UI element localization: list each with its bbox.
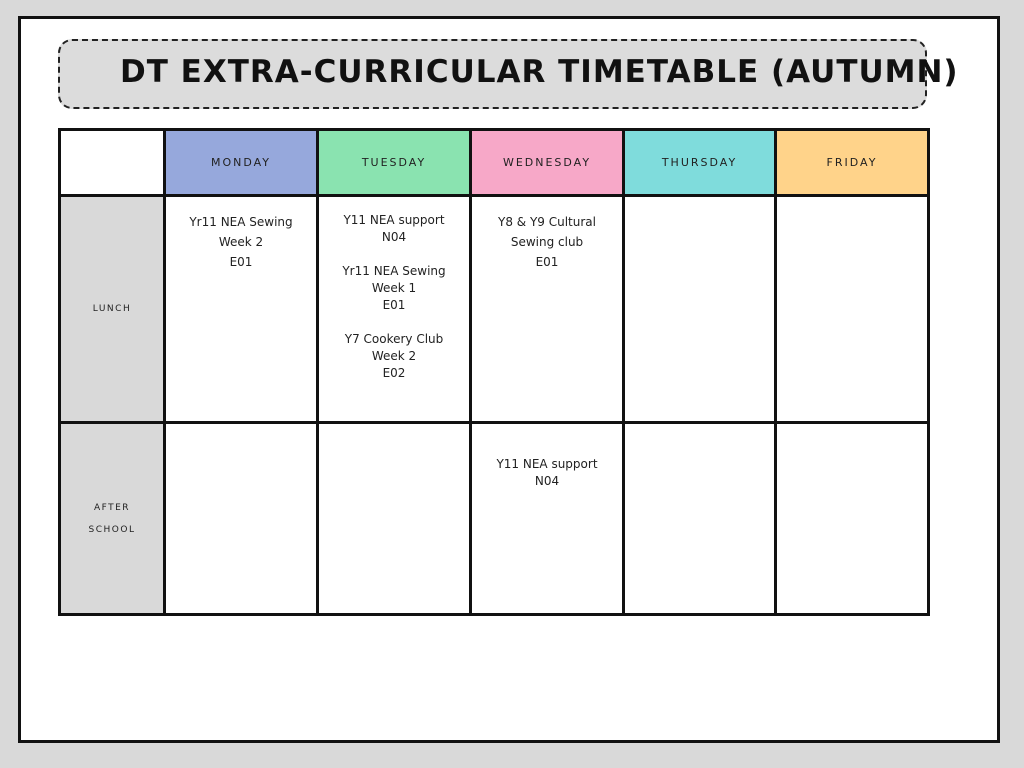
cell-after-tuesday [318,423,471,615]
cell-after-thursday [624,423,776,615]
day-header-wednesday: WEDNESDAY [471,130,624,196]
activity-line: Sewing club [510,235,584,249]
activity-line: Y11 NEA support [343,213,445,227]
activity-line: E01 [382,298,406,312]
activity-line: N04 [381,230,407,244]
cell-after-wednesday [471,423,624,615]
day-header-tuesday: TUESDAY [318,130,471,196]
cell-lunch-monday [165,196,318,423]
cell-lunch-thursday [624,196,776,423]
header-row [60,130,929,196]
activity-line: E02 [382,366,406,380]
day-header-thursday: THURSDAY [624,130,776,196]
title-banner [58,39,959,109]
cell-lunch-wednesday [471,196,624,423]
cell-after-monday [165,423,318,615]
activity-line: N04 [534,474,560,488]
row-label-after-school [60,423,165,615]
activity-entry [319,212,469,246]
activity-line: Week 1 [371,281,417,295]
activity-line: Week 2 [218,235,264,249]
activity-line: E01 [229,255,253,269]
activity-line: Yr11 NEA Sewing [342,264,446,278]
activity-line: Y7 Cookery Club [344,332,444,346]
row-label-after-line1: AFTER [93,502,131,513]
row-label-lunch: LUNCH [60,196,165,423]
day-header-monday: MONDAY [165,130,318,196]
cell-lunch-tuesday [318,196,471,423]
activity-entry [166,212,316,272]
timetable-grid [58,128,930,616]
cell-after-friday [776,423,929,615]
activity-line: Week 2 [371,349,417,363]
page-title: DT EXTRA-CURRICULAR TIMETABLE (AUTUMN) [120,54,959,90]
row-label-after-line2: SCHOOL [88,524,136,535]
after-school-row [60,423,929,615]
day-header-friday: FRIDAY [776,130,929,196]
activity-entry [319,263,469,314]
activity-entry [319,331,469,382]
cell-lunch-friday [776,196,929,423]
activity-entry [472,212,622,272]
activity-line: Y8 & Y9 Cultural [498,215,596,229]
activity-entry [472,456,622,490]
activity-line: E01 [535,255,559,269]
lunch-row [60,196,929,423]
activity-line: Y11 NEA support [496,457,598,471]
activity-line: Yr11 NEA Sewing [189,215,293,229]
corner-cell [60,130,165,196]
